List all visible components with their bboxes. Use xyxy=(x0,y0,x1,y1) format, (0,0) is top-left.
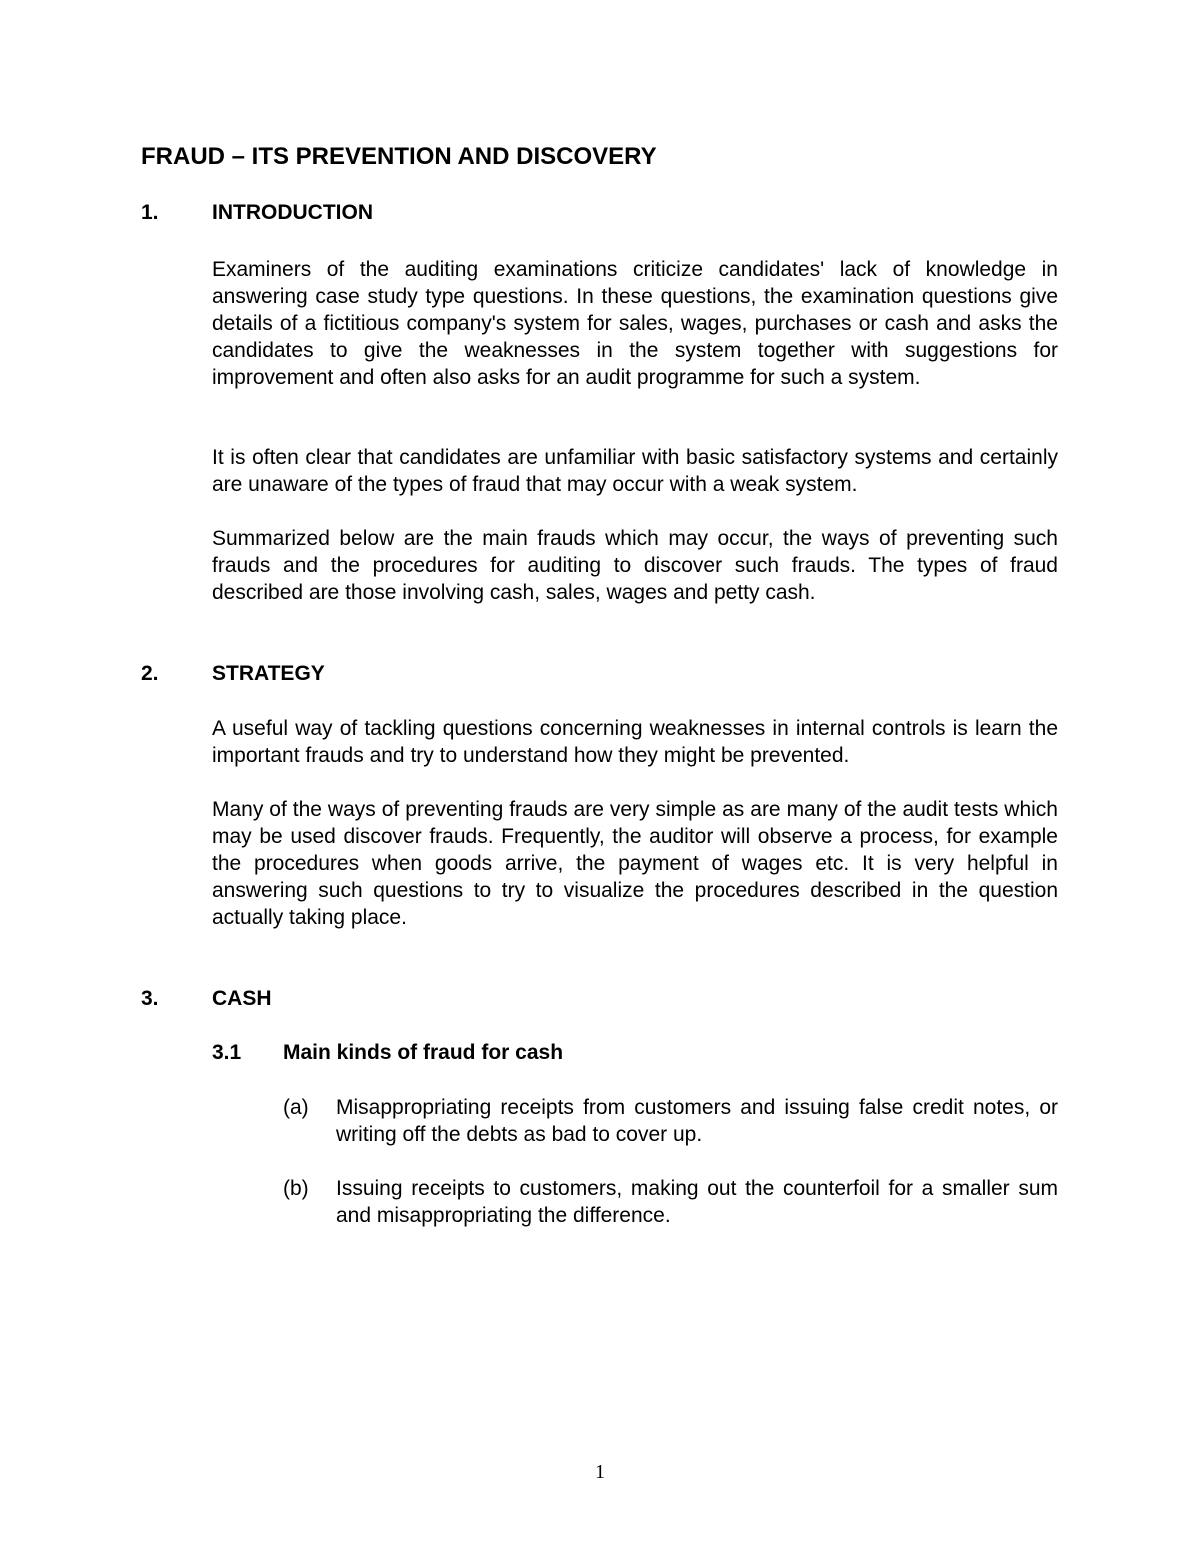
intro-paragraph-3: Summarized below are the main frauds which may occur, the ways of preventing such frauds and the procedures for auditing to discover such frauds. The types of fraud described are those involving cash, sales, wages and petty cash. xyxy=(212,527,1058,604)
section-heading-cash xyxy=(141,985,272,1013)
list-item-label: (a) xyxy=(283,1096,309,1119)
intro-paragraph-2: It is often clear that candidates are unfamiliar with basic satisfactory systems and certainly are unaware of the types of fraud that may occur with a weak system. xyxy=(212,446,1058,496)
section-number: 1. xyxy=(141,201,159,224)
document-title: FRAUD – ITS PREVENTION AND DISCOVERY xyxy=(141,143,657,170)
subsection-heading-main-kinds-of-fraud xyxy=(212,1039,563,1067)
list-item-label: (b) xyxy=(283,1177,309,1200)
section-number: 3. xyxy=(141,987,159,1010)
strategy-paragraph-1: A useful way of tackling questions concerning weaknesses in internal controls is learn the important frauds and try to understand how they might be prevented. xyxy=(212,717,1058,767)
section-number: 2. xyxy=(141,662,159,685)
section-title: CASH xyxy=(212,987,272,1010)
list-item-text: Misappropriating receipts from customers and issuing false credit notes, or writing off the debts as bad to cover up. xyxy=(336,1096,1058,1146)
page-number: 1 xyxy=(595,1461,605,1483)
list-item-text: Issuing receipts to customers, making out the counterfoil for a smaller sum and misappropriating the difference. xyxy=(336,1177,1058,1227)
section-title: INTRODUCTION xyxy=(212,201,373,224)
section-heading-introduction xyxy=(141,199,373,227)
strategy-paragraph-2: Many of the ways of preventing frauds are very simple as are many of the audit tests which may be used discover frauds. Frequently, the auditor will observe a process, for example the procedures when goods arrive, the payment of wages etc. It is very helpful in answering such questions to try to visualize the procedures described in the question actually taking place. xyxy=(212,798,1058,929)
subsection-number: 3.1 xyxy=(212,1041,242,1064)
section-heading-strategy xyxy=(141,660,325,688)
section-title: STRATEGY xyxy=(212,662,325,685)
list-item xyxy=(283,1094,1058,1148)
subsection-title: Main kinds of fraud for cash xyxy=(283,1041,564,1064)
intro-paragraph-1: Examiners of the auditing examinations criticize candidates' lack of knowledge in answering case study type questions. In these questions, the examination questions give details of a fictitious company's system for sales, wages, purchases or cash and asks the candidates to give the weaknesses in the system together with suggestions for improvement and often also asks for an audit programme for such a system. xyxy=(212,258,1058,389)
list-item xyxy=(283,1175,1058,1229)
